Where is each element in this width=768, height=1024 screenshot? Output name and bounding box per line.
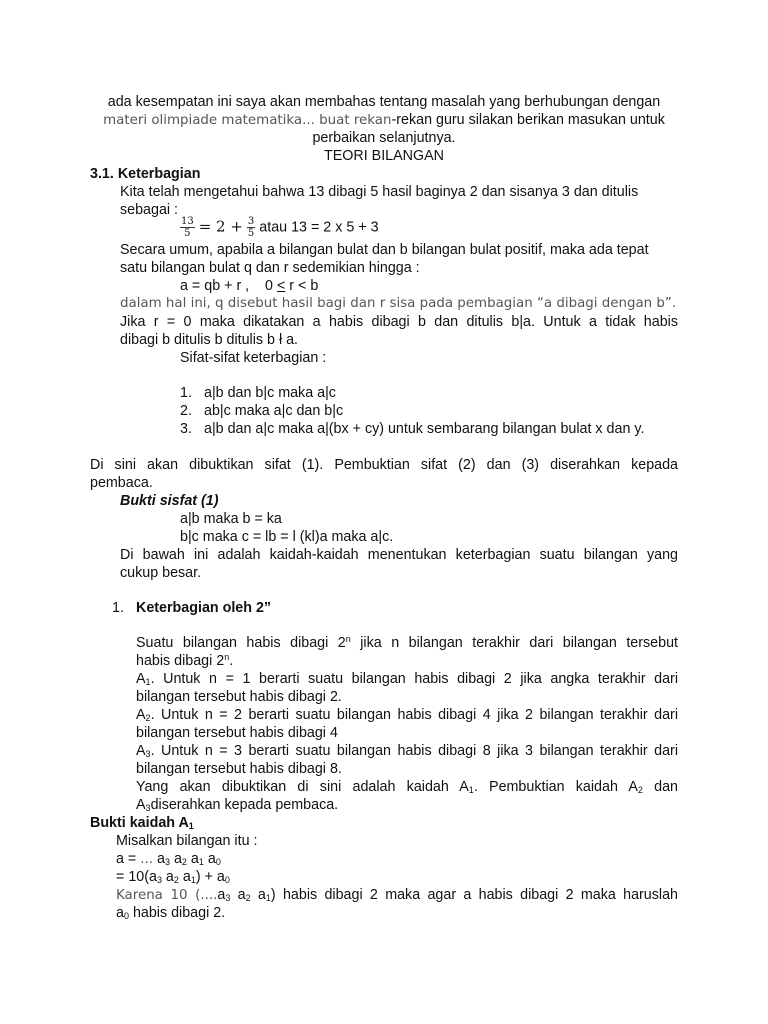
intro-line-2-rest: -rekan guru silakan berikan masukan untuk	[391, 112, 665, 128]
equation-middle: = 2 +	[198, 217, 243, 236]
kaidah-intro-line-1: Di bawah ini adalah kaidah-kaidah menentukan keterbagian suatu bilangan yang	[120, 547, 678, 563]
list-item: 1. a|b dan b|c maka a|c	[180, 385, 336, 401]
kaidah-intro-line-2: cukup besar.	[120, 565, 202, 581]
karena-line: Karena 10 ($....a_3$ $a_2$ $a_1$) habis dibagi 2 maka agar a habis dibagi 2 maka haruslah	[116, 887, 678, 903]
equation-tail: atau 13 = 2 x 5 + 3	[259, 219, 379, 236]
rule-a2-line-2: bilangan tersebut habis dibagi 4	[136, 725, 338, 741]
document-title: TEORI BILANGAN	[324, 148, 444, 164]
proof-step-2: b|c maka c = lb = l (kl)a maka a|c.	[180, 529, 394, 545]
number-decomposition: = $10(a_3$ $a_2$ $a_1) + a_0$	[116, 869, 230, 885]
fraction-3-5: $\frac{3}{5}$	[247, 216, 255, 239]
proof-plan-line-2: $A_3diserahkan$ kepada pembaca.	[136, 797, 339, 813]
proof-intro-line-1: Di sini akan dibuktikan sifat (1). Pembuktian sifat (2) dan (3) diserahkan kepada	[90, 457, 678, 473]
proof-plan-line-1: Yang akan dibuktikan di sini adalah kaidah $A_1$. Pembuktian kaidah $A_2$ dan	[136, 779, 679, 795]
list-item: 2. ab|c maka a|c dan b|c	[180, 403, 344, 419]
rule-a2-line-1: $A_2$. Untuk n = 2 berarti suatu bilangan habis dibagi 4 jika 2 bilangan terakhir dari	[136, 707, 678, 723]
paragraph-3-gray: dalam hal ini, q disebut hasil bagi dan r sisa pada pembagian “a dibagi dengan b”.	[120, 296, 677, 311]
proof-step-1: a|b maka b = ka	[180, 511, 282, 527]
rule-a1-line-2: bilangan tersebut habis dibagi 2.	[136, 689, 342, 705]
sifat-heading: Sifat-sifat keterbagian :	[180, 350, 327, 366]
intro-line-3: perbaikan selanjutnya.	[312, 130, 456, 146]
list-item: 3. a|b dan a|c maka a|(bx + cy) untuk sembarang bilangan bulat x dan y.	[180, 421, 645, 437]
paragraph-4-line-1: Jika r = 0 maka dikatakan a habis dibagi b dan ditulis b|a. Untuk a tidak habis	[120, 314, 678, 330]
rule-a1-line-1: $A_1$. Untuk n = 1 berarti suatu bilangan habis dibagi 2 jika angka terakhir dari	[136, 671, 678, 687]
paragraph-4-line-2: dibagi b ditulis b ditulis b ł a.	[120, 332, 299, 348]
paragraph-2-line-1: Secara umum, apabila a bilangan bulat dan b bilangan bulat positif, maka ada tepat	[120, 242, 649, 258]
subsection-line-2: habis dibagi 2$^n$.	[136, 652, 234, 669]
division-equation: a = qb + r , 0 < r < b	[180, 278, 319, 294]
bukti-kaidah-heading: Bukti kaidah $A_1$	[90, 815, 194, 831]
paragraph-1-line-1: Kita telah mengetahui bahwa 13 dibagi 5 hasil baginya 2 dan sisanya 3 dan ditulis	[120, 184, 639, 200]
fraction-13-5: $\frac{13}{5}$	[181, 216, 194, 239]
section-heading-keterbagian: 3.1. Keterbagian	[90, 166, 201, 182]
bukti-sifat-heading: Bukti sisfat (1)	[120, 493, 219, 509]
subsection-line-1: Suatu bilangan habis dibagi 2$^n$ jika n bilangan terakhir dari bilangan tersebut	[136, 634, 678, 651]
subsection-heading: 1. Keterbagian oleh 2”	[112, 600, 272, 616]
paragraph-2-line-2: satu bilangan bulat q dan r sedemikian hingga :	[120, 260, 420, 276]
proof-intro-line-2: pembaca.	[90, 475, 153, 491]
equation-13-over-5	[180, 216, 379, 242]
number-expansion: a = ... $a_3$ $a_2$ $a_1$ $a_0$	[116, 851, 221, 867]
intro-line-2	[0, 111, 768, 130]
intro-line-1: ada kesempatan ini saya akan membahas tentang masalah yang berhubungan dengan	[107, 94, 661, 110]
misalkan-line: Misalkan bilangan itu :	[116, 833, 258, 849]
rule-a3-line-2: bilangan tersebut habis dibagi 8.	[136, 761, 342, 777]
intro-line-2-gray: materi olimpiade matematika... buat rekan	[103, 113, 392, 128]
conclusion-line: $a_0$ habis dibagi 2.	[116, 905, 226, 921]
paragraph-1-line-2: sebagai :	[120, 202, 179, 218]
rule-a3-line-1: $A_3$. Untuk n = 3 berarti suatu bilangan habis dibagi 8 jika 3 bilangan terakhir dari	[136, 743, 678, 759]
